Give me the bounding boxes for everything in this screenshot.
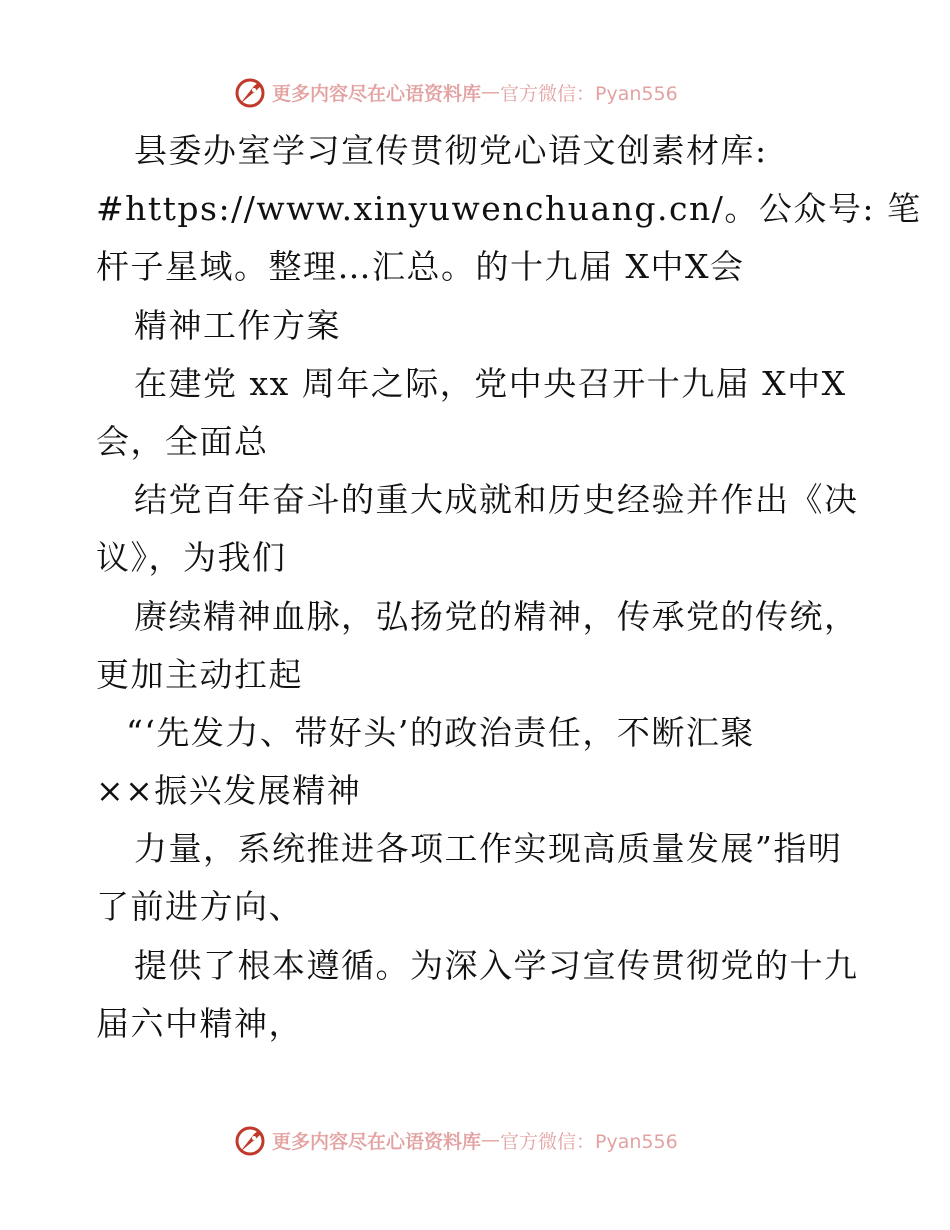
text-line: 议》，为我们 bbox=[96, 538, 287, 578]
text-line: 杆子星域。整理…汇总。的十九届 X中X会 bbox=[96, 247, 745, 287]
banner-main-text: 更多内容尽在心语资料库 bbox=[272, 82, 482, 105]
text-line: 结党百年奋斗的重大成就和历史经验并作出《决 bbox=[134, 480, 859, 520]
text-line: 更加主动扛起 bbox=[96, 654, 303, 694]
banner-wechat-text: 官方微信：Pyan556 bbox=[500, 82, 678, 105]
banner-main-text: 更多内容尽在心语资料库 bbox=[272, 1130, 482, 1153]
text-line: 提供了根本遵循。为深入学习宣传贯彻党的十九 bbox=[134, 945, 859, 985]
text-line: 力量，系统推进各项工作实现高质量发展”指明 bbox=[134, 829, 843, 869]
pen-nib-logo-icon bbox=[232, 74, 268, 110]
text-line: 赓续精神血脉，弘扬党的精神，传承党的传统， bbox=[134, 596, 859, 636]
text-line: #https://www.xinyuwenchuang.cn/。公众号: 笔 bbox=[96, 189, 922, 229]
text-line: 会，全面总 bbox=[96, 421, 269, 461]
text-line: 届六中精神， bbox=[96, 1003, 303, 1043]
text-line: 在建党 xx 周年之际，党中央召开十九届 X中X bbox=[134, 363, 847, 403]
footer-banner bbox=[232, 1120, 678, 1160]
banner-dash: — bbox=[481, 1129, 501, 1151]
text-line: 精神工作方案 bbox=[134, 305, 341, 345]
text-line: “‘先发力、带好头’的政治责任，不断汇聚 bbox=[126, 712, 755, 752]
document-body bbox=[96, 122, 922, 1053]
banner-dash: — bbox=[481, 81, 501, 103]
text-line: 了前进方向、 bbox=[96, 887, 303, 927]
banner-wechat-text: 官方微信：Pyan556 bbox=[500, 1130, 678, 1153]
header-banner bbox=[232, 72, 678, 112]
text-line: ××振兴发展精神 bbox=[96, 771, 362, 811]
text-line: 县委办室学习宣传贯彻党心语文创素材库: bbox=[134, 131, 768, 170]
pen-nib-logo-icon bbox=[232, 1122, 268, 1158]
